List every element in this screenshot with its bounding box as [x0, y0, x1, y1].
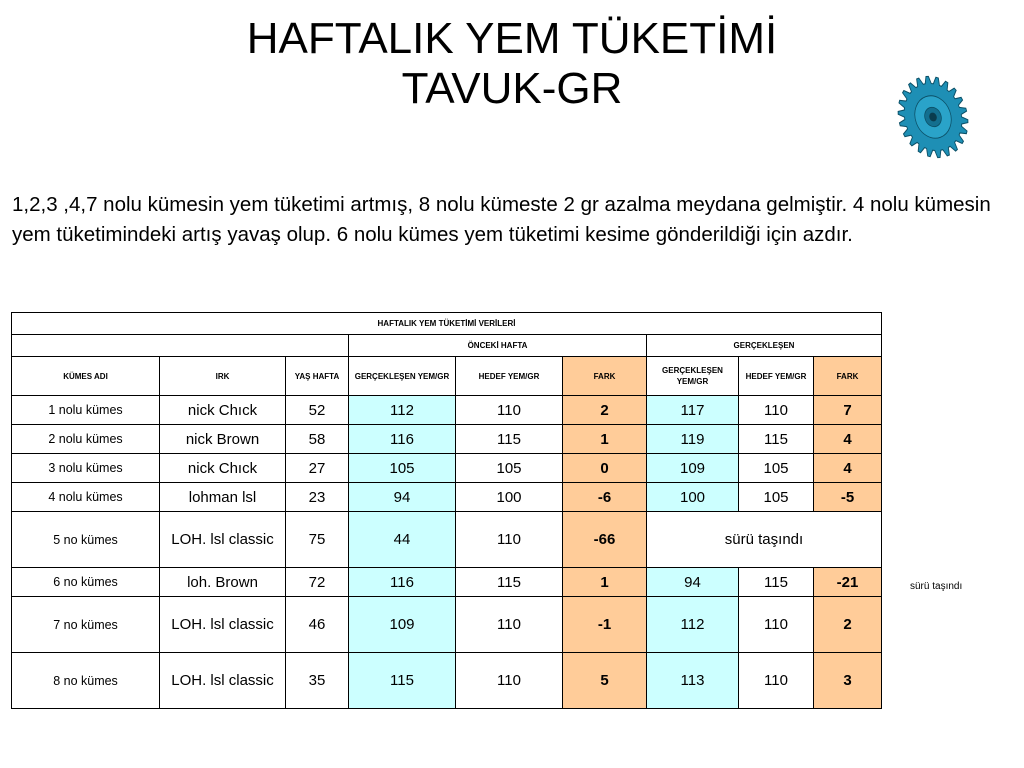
prev-diff-cell: 5 [563, 653, 647, 709]
prev-actual-cell: 44 [349, 512, 456, 568]
gear-icon [888, 72, 978, 162]
age-cell: 75 [286, 512, 349, 568]
breed-cell: LOH. lsl classic [160, 653, 286, 709]
table-row [12, 425, 882, 454]
breed-cell: nick Chıck [160, 454, 286, 483]
table-title-row [12, 313, 882, 335]
curr-target-cell: 110 [739, 597, 814, 653]
curr-actual-cell: 100 [647, 483, 739, 512]
curr-actual-cell: 113 [647, 653, 739, 709]
prev-target-cell: 110 [456, 396, 563, 425]
coop-name-cell: 4 nolu kümes [12, 483, 160, 512]
coop-name-cell: 6 no kümes [12, 568, 160, 597]
prev-target-cell: 110 [456, 653, 563, 709]
prev-actual-cell: 116 [349, 425, 456, 454]
prev-diff-cell: 1 [563, 425, 647, 454]
prev-target-cell: 105 [456, 454, 563, 483]
prev-diff-cell: -66 [563, 512, 647, 568]
coop-name-cell: 5 no kümes [12, 512, 160, 568]
prev-target-cell: 115 [456, 425, 563, 454]
curr-diff-cell: 7 [814, 396, 882, 425]
age-cell: 23 [286, 483, 349, 512]
prev-target-cell: 110 [456, 512, 563, 568]
prev-actual-cell: 94 [349, 483, 456, 512]
table-title: HAFTALIK YEM TÜKETİMİ VERİLERİ [12, 313, 882, 335]
table-row [12, 597, 882, 653]
age-cell: 46 [286, 597, 349, 653]
group-header-actual: GERÇEKLEŞEN [647, 335, 882, 357]
breed-cell: nick Chıck [160, 396, 286, 425]
curr-target-cell: 110 [739, 653, 814, 709]
curr-diff-cell: 3 [814, 653, 882, 709]
prev-diff-cell: 2 [563, 396, 647, 425]
curr-diff-cell: 4 [814, 425, 882, 454]
group-header-blank [12, 335, 349, 357]
table-group-row [12, 335, 882, 357]
curr-actual-cell: 112 [647, 597, 739, 653]
age-cell: 72 [286, 568, 349, 597]
group-header-previous-week: ÖNCEKİ HAFTA [349, 335, 647, 357]
age-cell: 58 [286, 425, 349, 454]
breed-cell: loh. Brown [160, 568, 286, 597]
header-breed: IRK [160, 357, 286, 396]
age-cell: 52 [286, 396, 349, 425]
age-cell: 27 [286, 454, 349, 483]
prev-target-cell: 100 [456, 483, 563, 512]
curr-target-cell: 110 [739, 396, 814, 425]
table-row [12, 483, 882, 512]
breed-cell: LOH. lsl classic [160, 597, 286, 653]
slide-title-line-1: HAFTALIK YEM TÜKETİMİ [246, 14, 778, 63]
curr-actual-cell: 117 [647, 396, 739, 425]
coop-name-cell: 1 nolu kümes [12, 396, 160, 425]
prev-actual-cell: 112 [349, 396, 456, 425]
curr-actual-cell: 94 [647, 568, 739, 597]
table-row [12, 396, 882, 425]
coop-name-cell: 3 nolu kümes [12, 454, 160, 483]
prev-diff-cell: 0 [563, 454, 647, 483]
header-prev-target: HEDEF YEM/GR [456, 357, 563, 396]
age-cell: 35 [286, 653, 349, 709]
table-row [12, 454, 882, 483]
table-row [12, 653, 882, 709]
curr-diff-cell: 2 [814, 597, 882, 653]
header-curr-actual: GERÇEKLEŞEN YEM/GR [647, 357, 739, 396]
prev-actual-cell: 105 [349, 454, 456, 483]
table-header-row [12, 357, 882, 396]
curr-diff-cell: -21 [814, 568, 882, 597]
slide-title-line-2: TAVUK-GR [401, 64, 623, 113]
breed-cell: LOH. lsl classic [160, 512, 286, 568]
header-coop-name: KÜMES ADI [12, 357, 160, 396]
header-prev-actual: GERÇEKLEŞEN YEM/GR [349, 357, 456, 396]
prev-target-cell: 110 [456, 597, 563, 653]
prev-actual-cell: 109 [349, 597, 456, 653]
coop-name-cell: 8 no kümes [12, 653, 160, 709]
header-curr-diff: FARK [814, 357, 882, 396]
prev-diff-cell: 1 [563, 568, 647, 597]
breed-cell: lohman lsl [160, 483, 286, 512]
intro-paragraph: 1,2,3 ,4,7 nolu kümesin yem tüketimi artmış, 8 nolu kümeste 2 gr azalma meydana gelmiştir. 4 nolu kümesin yem tüketimindeki artış yavaş olup. 6 nolu kümes yem tüketimi kesime gönderildiği için azdır. [12, 193, 991, 246]
curr-diff-cell: -5 [814, 483, 882, 512]
header-prev-diff: FARK [563, 357, 647, 396]
side-note: sürü taşındı [910, 581, 963, 592]
slide-title [0, 14, 1024, 114]
breed-cell: nick Brown [160, 425, 286, 454]
curr-diff-cell: 4 [814, 454, 882, 483]
header-curr-target: HEDEF YEM/GR [739, 357, 814, 396]
table-row [12, 568, 882, 597]
prev-actual-cell: 116 [349, 568, 456, 597]
curr-actual-cell: 119 [647, 425, 739, 454]
curr-target-cell: 115 [739, 425, 814, 454]
prev-diff-cell: -1 [563, 597, 647, 653]
coop-name-cell: 7 no kümes [12, 597, 160, 653]
prev-diff-cell: -6 [563, 483, 647, 512]
prev-target-cell: 115 [456, 568, 563, 597]
curr-merged-note-cell: sürü taşındı [647, 512, 882, 568]
curr-target-cell: 105 [739, 454, 814, 483]
coop-name-cell: 2 nolu kümes [12, 425, 160, 454]
feed-consumption-table [11, 312, 882, 709]
curr-target-cell: 105 [739, 483, 814, 512]
table-row [12, 512, 882, 568]
curr-actual-cell: 109 [647, 454, 739, 483]
header-age-week: YAŞ HAFTA [286, 357, 349, 396]
prev-actual-cell: 115 [349, 653, 456, 709]
curr-target-cell: 115 [739, 568, 814, 597]
